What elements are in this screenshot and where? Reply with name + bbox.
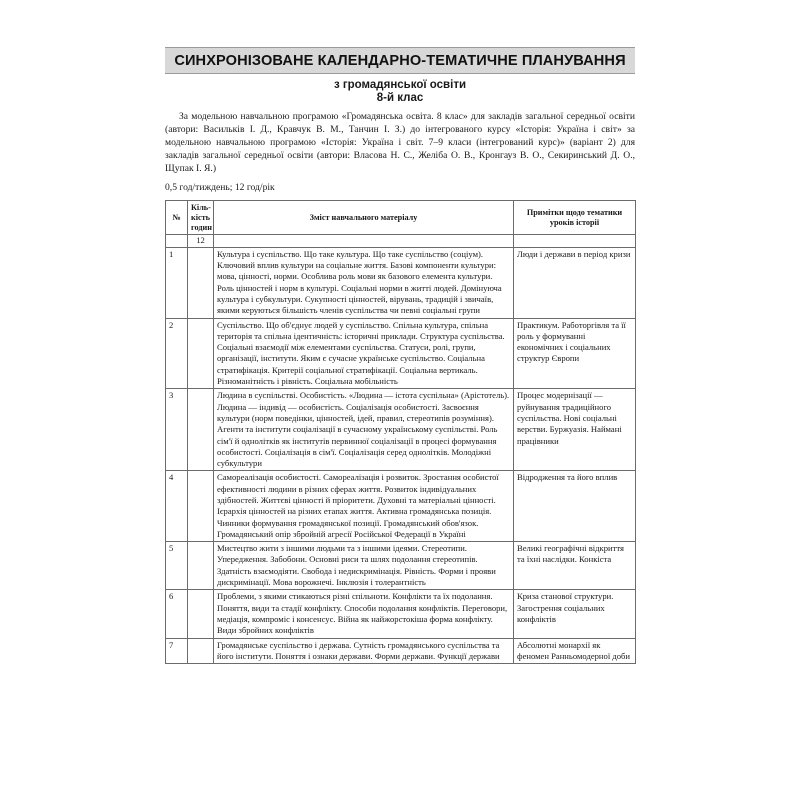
total-hours-row [166,235,636,247]
row-num: 2 [166,318,188,389]
row-notes: Великі географічні відкриття та їхні наслідки. Конкіста [514,542,636,590]
row-notes: Процес модернізації — руйнування традиційного суспільства. Нові соціальні верстви. Буржуазія. Наймані працівники [514,389,636,471]
document-title: СИНХРОНІЗОВАНЕ КАЛЕНДАРНО-ТЕМАТИЧНЕ ПЛАНУВАННЯ [165,47,635,74]
row-content: Культура і суспільство. Що таке культура. Що таке суспільство (соціум). Ключовий вплив культури на соціальне життя. Базові компоненти культури: мова, цінності, норми. Особлива роль мови як базового елемента культури. Роль цінностей і норм в культурі. Соціальні норми в житті людей. Домінуюча культура і субкультури. Сукупності цінностей, вірувань, традицій і звичаїв, якими керуються більшість членів суспільства чи певні соціальні групи [214,247,514,318]
row-content: Громадянське суспільство і держава. Сутність громадянського суспільства та його інститути. Поняття і ознаки держави. Форми держави. Функції держави [214,638,514,664]
row-notes: Криза станової структури. Загострення соціальних конфліктів [514,590,636,638]
row-notes: Практикум. Работоргівля та її роль у формуванні економічних і соціальних структур Європи [514,318,636,389]
header-notes: Примітки щодо тематики уроків історії [514,201,636,235]
row-hours [188,542,214,590]
document-grade: 8-й клас [376,92,424,104]
total-hours: 12 [188,235,214,247]
table-row [166,471,636,542]
table-row [166,318,636,389]
row-content: Суспільство. Що об'єднує людей у суспільство. Спільна культура, спільна територія та спільна ідентичність: історичні приклади. Структура суспільства. Соціальні взаємодії між елементами суспільства. Статуси, ролі, групи, організації, інститути. Яким є сучасне українське суспільство. Соціальна стратифікація. Критерії соціальної стратифікації. Соціальна вертикаль. Різноманітність і рівність. Соціальна мобільність [214,318,514,389]
row-hours [188,318,214,389]
row-hours [188,590,214,638]
row-content: Самореалізація особистості. Самореалізація і розвиток. Зростання особистої ефективності людини в різних сферах життя. Розвиток індивідуальних здібностей. Життєві цінності й пріоритети. Духовні та матеріальні цінності. Ієрархія цінностей на різних етапах життя. Активна громадянська позиція. Чинники формування громадянської позиції. Громадянський обов'язок. Громадянський опір збройній агресії Російської Федерації в Україні [214,471,514,542]
row-num: 6 [166,590,188,638]
header-hours: Кіль-кість годин [188,201,214,235]
table-row [166,389,636,471]
row-num: 7 [166,638,188,664]
row-content: Проблеми, з якими стикаються різні спільноти. Конфлікти та їх подолання. Поняття, види та стадії конфлікту. Способи подолання конфліктів. Переговори, медіація, компроміс і консенсус. Війна як найжорстокіша форма конфлікту. Види збройних конфліктів [214,590,514,638]
row-num: 3 [166,389,188,471]
header-num: № [166,201,188,235]
table-row [166,247,636,318]
table-row [166,590,636,638]
document-subtitle: з громадянської освіти [333,79,467,91]
row-notes: Відродження та його вплив [514,471,636,542]
row-num: 1 [166,247,188,318]
row-notes: Абсолютні монархії як феномен Ранньомодерної доби [514,638,636,664]
document-page [165,47,635,664]
row-num: 4 [166,471,188,542]
hours-note: 0,5 год/тиждень; 12 год/рік [165,182,275,194]
header-content: Зміст навчального матеріалу [214,201,514,235]
row-hours [188,247,214,318]
row-content: Мистецтво жити з іншими людьми та з іншими ідеями. Стереотипи. Упередження. Забобони. Основні риси та шлях подолання стереотипів. Здатність взаємодіяти. Свобода і недискримінація. Рівність. Форми і прояви дискримінації. Мова ворожнечі. Інклюзія і толерантність [214,542,514,590]
planning-table [165,200,636,664]
table-row [166,638,636,664]
row-num: 5 [166,542,188,590]
row-hours [188,471,214,542]
intro-paragraph: За модельною навчальною програмою «Громадянська освіта. 8 клас» для закладів загальної середньої освіти (автори: Васильків І. Д., Кравчук В. М., Танчин І. З.) до інтегрованого курсу «Історія: Україна і світ» за модельною навчальною програмою «Історія: Україна і світ. 7–9 класи (інтегрований курс)» (варіант 2) для закладів загальної середньої освіти (автори: Власова Н. С., Желіба О. В., Кронгауз В. О., Секиринський Д. О., Щупак І. Я.) [165,111,635,175]
row-hours [188,638,214,664]
row-hours [188,389,214,471]
row-notes: Люди і держави в період кризи [514,247,636,318]
table-row [166,542,636,590]
row-content: Людина в суспільстві. Особистість. «Людина — істота суспільна» (Арістотель). Людина — індивід — особистість. Соціалізація особистості. Засвоєння культури (норм поведінки, цінностей, ідей, правил, стереотипів розуміння). Агенти та інститути соціалізації в сучасному українському суспільстві. Роль сім'ї й однолітків як інститутів первинної соціалізації в процесі формування особистості. Соціалізація в сім'ї. Соціалізація серед однолітків. Молодіжні субкультури [214,389,514,471]
